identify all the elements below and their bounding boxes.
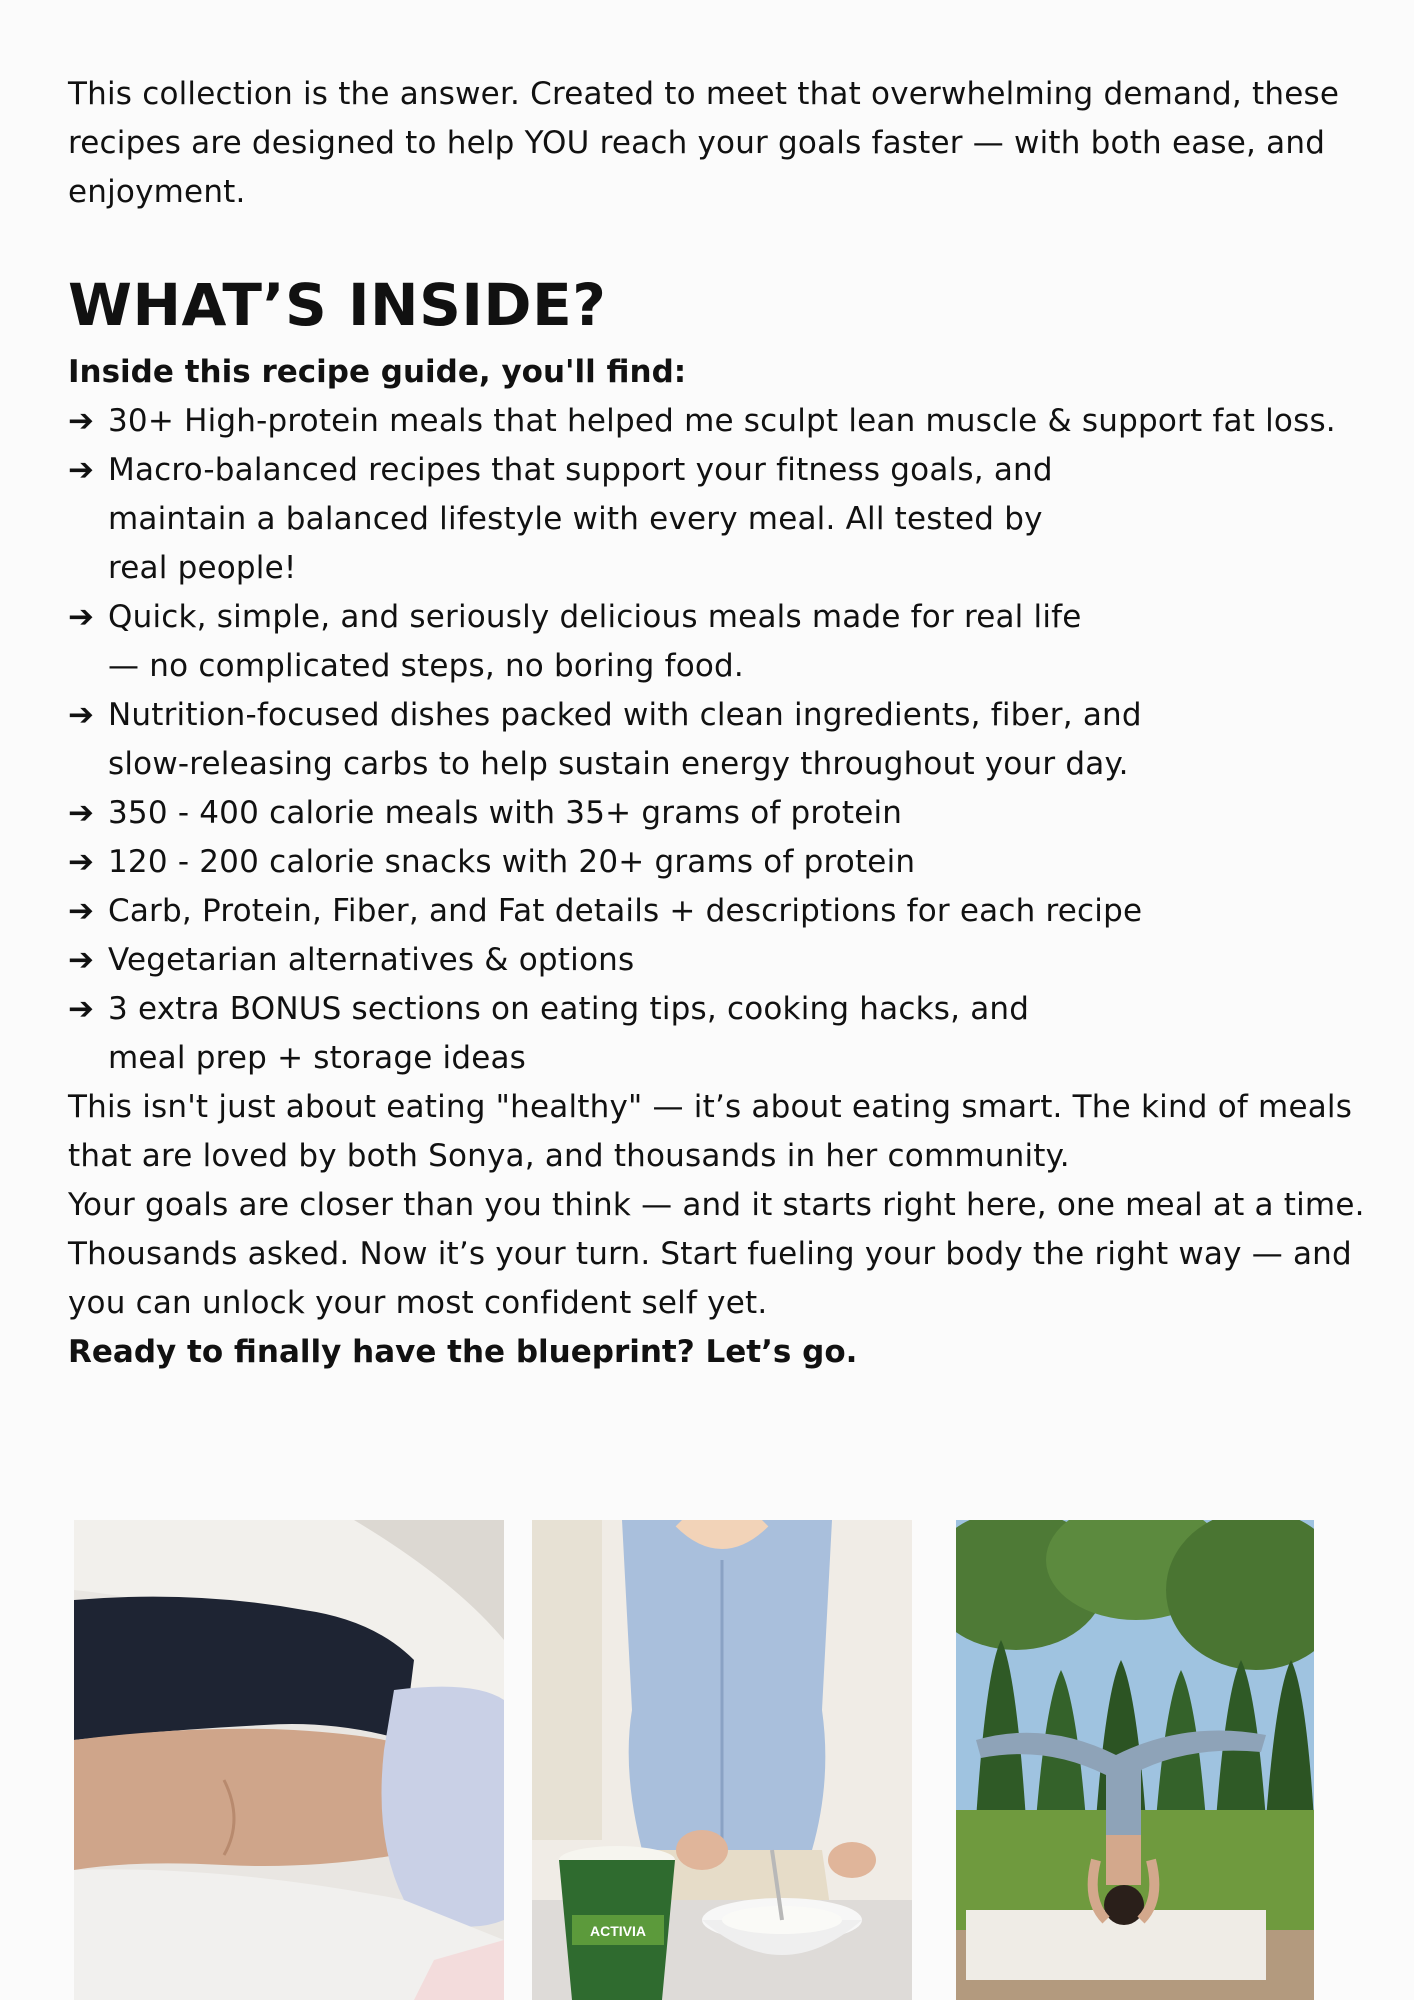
arrow-icon: ➔ bbox=[68, 991, 95, 1027]
list-item-text: Quick, simple, and seriously delicious meals made for real life — no complicated steps, no boring food. bbox=[108, 599, 1082, 684]
yoga-headstand-illustration bbox=[956, 1520, 1314, 2000]
closing-paragraph-2: Your goals are closer than you think — and it starts right here, one meal at a time. Thousands asked. Now it’s your turn. Start fueling your body the right way — and you can unlock your most confident self yet. bbox=[68, 1187, 1365, 1321]
whats-inside-heading: WHAT’S INSIDE? bbox=[68, 271, 607, 339]
list-item bbox=[68, 397, 1336, 446]
arrow-icon: ➔ bbox=[68, 893, 95, 929]
yogurt-bowl-illustration bbox=[532, 1520, 912, 2000]
list-item bbox=[68, 985, 1108, 1083]
arrow-icon: ➔ bbox=[68, 942, 95, 978]
list-item-text: 120 - 200 calorie snacks with 20+ grams of protein bbox=[108, 844, 916, 880]
list-item-text: 350 - 400 calorie meals with 35+ grams of protein bbox=[108, 795, 903, 831]
list-item bbox=[68, 446, 1108, 593]
arrow-icon: ➔ bbox=[68, 452, 95, 488]
list-item-text: 3 extra BONUS sections on eating tips, cooking hacks, and meal prep + storage ideas bbox=[108, 991, 1030, 1076]
yogurt-cup bbox=[559, 1846, 675, 2000]
closing-paragraph-1: This isn't just about eating "healthy" — it’s about eating smart. The kind of meals that are loved by both Sonya, and thousands in her community. bbox=[68, 1089, 1353, 1174]
list-item bbox=[68, 789, 1336, 838]
list-item bbox=[68, 838, 1336, 887]
features-list bbox=[68, 397, 1336, 1083]
list-item-text: Macro-balanced recipes that support your fitness goals, and maintain a balanced lifestyle with every meal. All tested by real people! bbox=[108, 452, 1053, 586]
arrow-icon: ➔ bbox=[68, 599, 95, 635]
photo-yogurt-bowl bbox=[532, 1520, 912, 2000]
bed-pose-illustration bbox=[74, 1520, 504, 2000]
list-item-text: Vegetarian alternatives & options bbox=[108, 942, 635, 978]
arrow-icon: ➔ bbox=[68, 844, 95, 880]
list-item-text: 30+ High-protein meals that helped me sculpt lean muscle & support fat loss. bbox=[108, 403, 1336, 439]
list-item bbox=[68, 691, 1148, 789]
list-item bbox=[68, 936, 1336, 985]
list-item bbox=[68, 593, 1108, 691]
photo-yoga-headstand bbox=[956, 1520, 1314, 2000]
photo-bed-pose bbox=[74, 1520, 504, 2000]
recipe-guide-subheading: Inside this recipe guide, you'll find: bbox=[68, 354, 687, 390]
list-item-text: Carb, Protein, Fiber, and Fat details + descriptions for each recipe bbox=[108, 893, 1143, 929]
call-to-action: Ready to finally have the blueprint? Let’s go. bbox=[68, 1334, 858, 1370]
arrow-icon: ➔ bbox=[68, 697, 95, 733]
yogurt-brand-text: ACTIVIA bbox=[590, 1923, 646, 1939]
intro-paragraph: This collection is the answer. Created to meet that overwhelming demand, these recipes are designed to help YOU reach your goals faster — with both ease, and enjoyment. bbox=[68, 76, 1340, 210]
document-page bbox=[68, 70, 1398, 1370]
arrow-icon: ➔ bbox=[68, 403, 95, 439]
list-item bbox=[68, 887, 1336, 936]
list-item-text: Nutrition-focused dishes packed with clean ingredients, fiber, and slow-releasing carbs to help sustain energy throughout your day. bbox=[108, 697, 1142, 782]
arrow-icon: ➔ bbox=[68, 795, 95, 831]
